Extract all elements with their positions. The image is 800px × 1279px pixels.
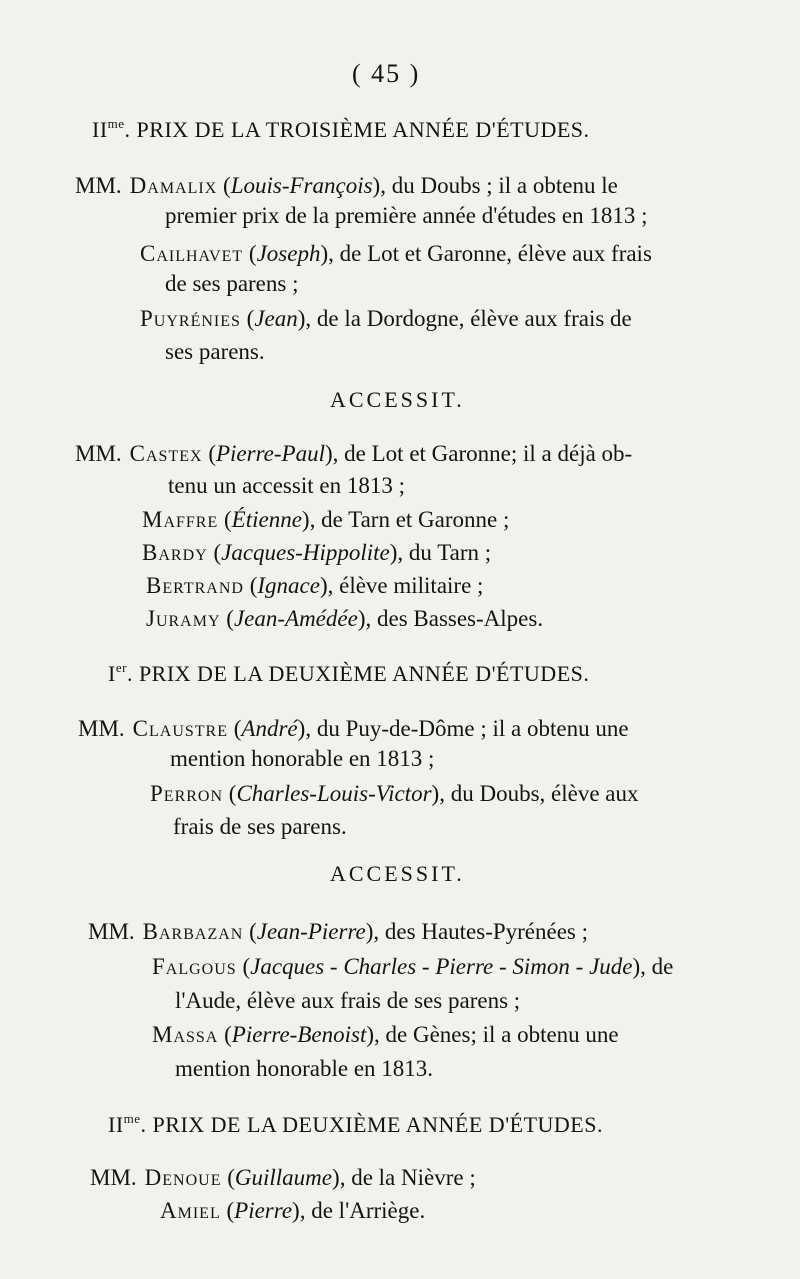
given-name: Jean-Pierre [256,919,366,944]
given-name: Joseph [256,241,321,266]
entry-continuation: l'Aude, élève aux frais de ses parens ; [175,988,521,1013]
student-name: Damalix [129,173,218,198]
student-name: Falgous [152,954,237,979]
student-name: Maffre [142,507,219,532]
entry-continuation: tenu un accessit en 1813 ; [168,473,405,498]
student-name: Denoue [144,1165,222,1190]
student-name: Claustre [132,716,228,741]
entry-line: Bardy (Jacques-Hippolite), du Tarn ; [142,540,492,565]
given-name: Jean-Amédée [233,606,358,631]
entry-line: Perron (Charles-Louis-Victor), du Doubs, élève aux [150,781,639,806]
student-name: Massa [152,1022,219,1047]
student-name: Barbazan [142,919,244,944]
student-name: Perron [150,781,224,806]
student-name: Bertrand [146,573,244,598]
entry-line: Amiel (Pierre), de l'Arriège. [160,1198,426,1223]
given-name: Guillaume [234,1165,333,1190]
given-name: Louis-François [230,173,373,198]
entry-line: Massa (Pierre-Benoist), de Gènes; il a obtenu une [152,1022,619,1047]
given-name: Pierre-Paul [215,441,325,466]
student-name: Castex [129,441,203,466]
student-name: Amiel [160,1198,221,1223]
given-name: Pierre [234,1198,293,1223]
student-name: Bardy [142,540,208,565]
given-name: André [241,716,298,741]
entry-continuation: de ses parens ; [165,271,299,296]
entry-line: MM. Denoue (Guillaume), de la Nièvre ; [90,1165,476,1190]
entry-line: MM. Claustre (André), du Puy-de-Dôme ; il a obtenu une [78,716,629,741]
page-number: ( 45 ) [352,59,421,88]
student-name: Cailhavet [140,241,244,266]
student-name: Puyrénies [140,306,241,331]
section-heading: $II^{me}$. PRIX DE LA DEUXIÈME ANNÉE D'ÉTUDES. [108,1111,603,1137]
entry-continuation: mention honorable en 1813. [175,1056,434,1081]
given-name: Charles-Louis-Victor [236,781,432,806]
accessit-heading: ACCESSIT. [330,861,465,886]
given-name: Pierre-Benoist [231,1022,367,1047]
entry-line: Juramy (Jean-Amédée), des Basses-Alpes. [146,606,544,631]
entry-line: Bertrand (Ignace), élève militaire ; [146,573,484,598]
entry-line: Maffre (Étienne), de Tarn et Garonne ; [142,507,510,532]
entry-line: Puyrénies (Jean), de la Dordogne, élève aux frais de [140,306,632,331]
given-name: Ignace [257,573,320,598]
section-heading: $II^{me}$. PRIX DE LA TROISIÈME ANNÉE D'ÉTUDES. [92,116,590,142]
entry-line: Falgous (Jacques - Charles - Pierre - Simon - Jude), de [152,954,674,979]
entry-line: MM. Barbazan (Jean-Pierre), des Hautes-Pyrénées ; [88,919,589,944]
entry-continuation: mention honorable en 1813 ; [170,746,435,771]
given-name: Jacques - Charles - Pierre - Simon - Jude [250,954,633,979]
entry-continuation: ses parens. [165,339,265,364]
entry-line: Cailhavet (Joseph), de Lot et Garonne, élève aux frais [140,241,652,266]
student-name: Juramy [146,606,221,631]
accessit-heading: ACCESSIT. [330,387,465,412]
entry-continuation: premier prix de la première année d'études en 1813 ; [165,203,648,228]
given-name: Jacques-Hippolite [221,540,390,565]
given-name: Jean [254,306,298,331]
entry-continuation: frais de ses parens. [173,814,347,839]
section-heading: Ier. PRIX DE LA DEUXIÈME ANNÉE D'ÉTUDES. [108,660,590,686]
given-name: Étienne [231,507,302,532]
entry-line: MM. Castex (Pierre-Paul), de Lot et Garonne; il a déjà ob- [75,441,633,466]
entry-line: MM. Damalix (Louis-François), du Doubs ; il a obtenu le [75,173,618,198]
